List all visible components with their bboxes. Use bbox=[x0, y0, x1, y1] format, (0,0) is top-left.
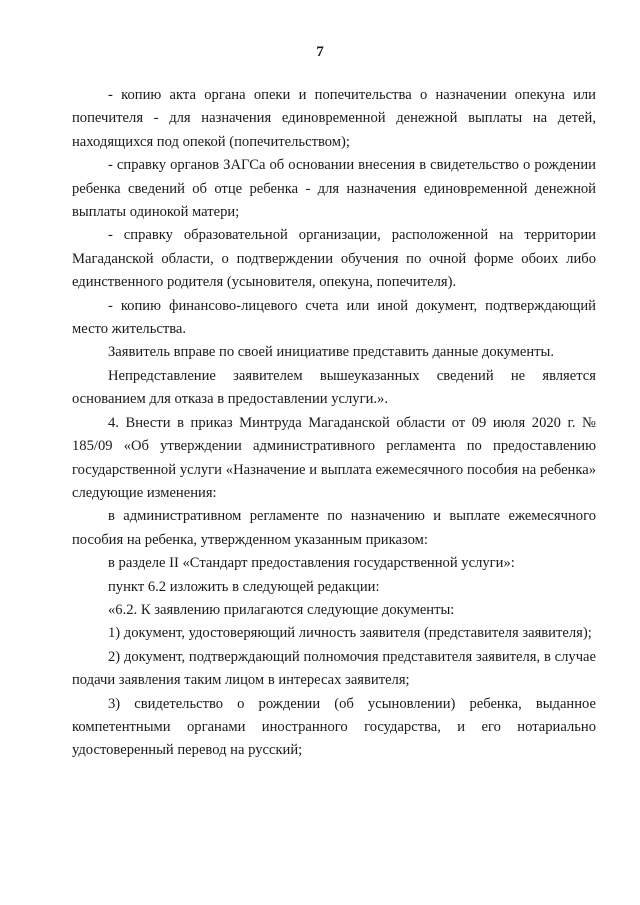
paragraph-guardianship-act: - копию акта органа опеки и попечительства о назначении опекуна или попечителя - для назначения единовременной денежной выплаты на детей, находящихся под опекой (попечительством); bbox=[72, 87, 596, 150]
paragraph-applicant-right: Заявитель вправе по своей инициативе представить данные документы. bbox=[108, 344, 554, 361]
paragraph-regulation-change: в административном регламенте по назначению и выплате ежемесячного пособия на ребенка, утвержденном указанным приказом: bbox=[72, 508, 596, 548]
page-number: 7 bbox=[316, 44, 324, 60]
document-body bbox=[72, 84, 596, 763]
paragraph-item-4: 4. Внести в приказ Минтруда Магаданской области от 09 июля 2020 г. № 185/09 «Об утверждении административного регламента по предоставлению государственной услуги «Назначение и выплата ежемесячного пособия на ребенка» следующие изменения: bbox=[72, 414, 596, 501]
paragraph-6-2-heading: «6.2. К заявлению прилагаются следующие документы: bbox=[108, 601, 455, 618]
paragraph-section-2: в разделе II «Стандарт предоставления государственной услуги»: bbox=[108, 555, 515, 572]
paragraph-non-submission: Непредставление заявителем вышеуказанных сведений не является основанием для отказа в предоставлении услуги.». bbox=[72, 367, 596, 408]
paragraph-point-6-2: пункт 6.2 изложить в следующей редакции: bbox=[108, 578, 380, 595]
paragraph-education-certificate: - справку образовательной организации, расположенной на территории Магаданской области, о подтверждении обучения по очной форме обоих либо единственного родителя (усыновителя, опекуна, попечителя). bbox=[72, 227, 596, 291]
paragraph-zags-certificate: - справку органов ЗАГСа об основании внесения в свидетельство о рождении ребенка сведений об отце ребенка - для назначения единовременной денежной выплаты одинокой матери; bbox=[72, 157, 596, 221]
paragraph-residence-document: - копию финансово-лицевого счета или иной документ, подтверждающий место жительства. bbox=[72, 297, 596, 338]
paragraph-list-item-2: 2) документ, подтверждающий полномочия представителя заявителя, в случае подачи заявления таким лицом в интересах заявителя; bbox=[72, 648, 596, 689]
paragraph-list-item-1: 1) документ, удостоверяющий личность заявителя (представителя заявителя); bbox=[108, 625, 592, 642]
paragraph-list-item-3: 3) свидетельство о рождении (об усыновлении) ребенка, выданное компетентными органами иностранного государства, и его нотариально удостоверенный перевод на русский; bbox=[72, 695, 596, 759]
